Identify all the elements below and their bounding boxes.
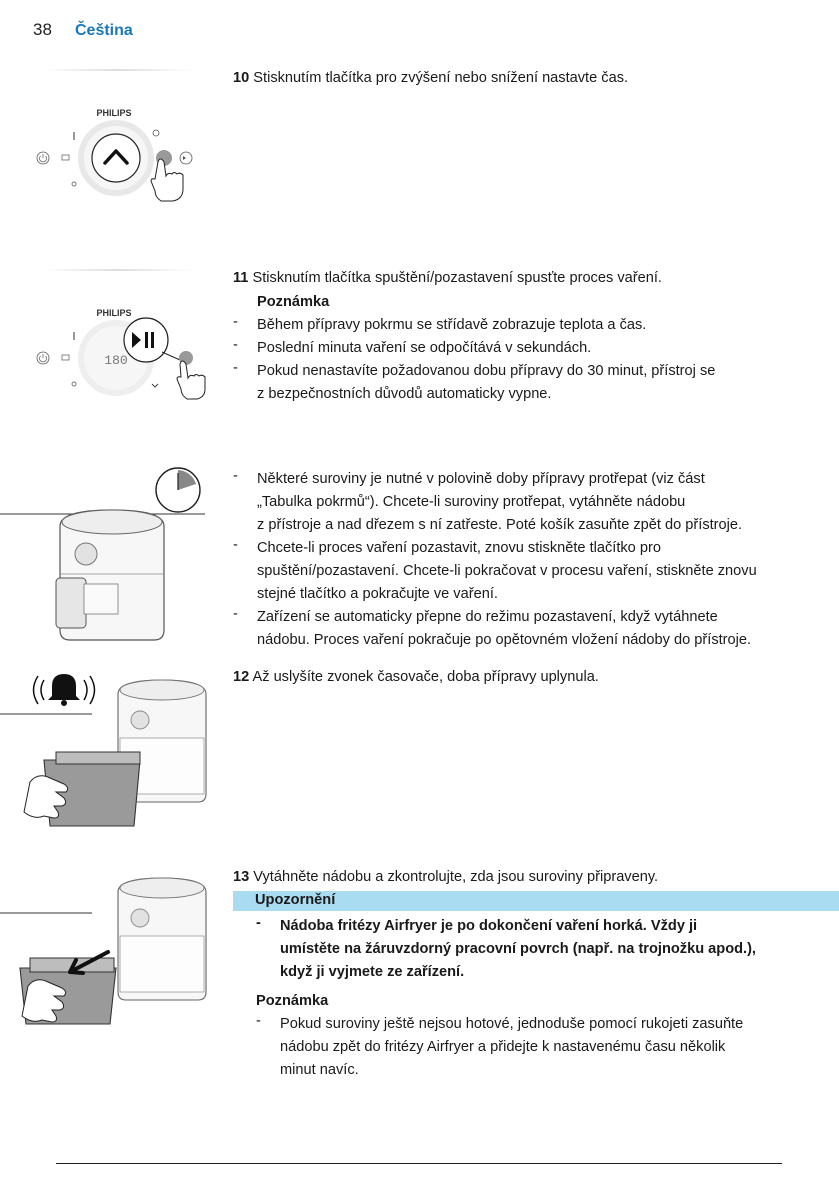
note-title: Poznámka: [257, 294, 330, 310]
step-11: 11 Stisknutím tlačítka spuštění/pozastavení spusťte proces vaření. Poznámka - Během přípravy pokrmu se střídavě zobrazuje teplota a čas. - Poslední minuta vaření se odpočítává v sekundách. - Pokud nenastavíte požadovanou dobu přípravy do 30 minut, přístroj se z bezpečnostních důvodů automaticky vypne.: [233, 267, 823, 406]
illustration-bell-basket: [0, 672, 215, 837]
basket-icon: [62, 355, 69, 360]
step-10: 10 Stisknutím tlačítka pro zvýšení nebo snížení nastavte čas.: [233, 70, 629, 86]
list-item: - Některé suroviny je nutné v polovině doby přípravy protřepat (viz část „Tabulka pokrmů“). Chcete-li suroviny protřepat, vytáhněte nádobu z přístroje a nad dřezem s ní zatřeste. Poté košík zasuňte zpět do přístroje.: [233, 468, 743, 533]
brand-logo: PHILIPS: [96, 308, 132, 318]
control-dial: [75, 543, 97, 565]
step-13-details: [256, 915, 826, 1082]
illustration-control-panel-play: [28, 262, 208, 402]
dial: [92, 134, 140, 182]
list-item: - Pokud suroviny ještě nejsou hotové, jednoduše pomocí rukojeti zasuňte nádobu zpět do fritézy Airfryer a přidejte k nastavenému času několik minut navíc.: [256, 1013, 744, 1078]
warning-item: - Nádoba fritézy Airfryer je po dokončení vaření horká. Vždy ji umístěte na žáruvzdorný pracovní povrch (např. na trojnožku apod.), když ji vyjmete ze zařízení.: [256, 915, 756, 980]
tips-list: [233, 468, 823, 652]
list-item: - Poslední minuta vaření se odpočítává v sekundách.: [233, 337, 592, 356]
list-item: - Chcete-li proces vaření pozastavit, znovu stiskněte tlačítko pro spuštění/pozastavení. Chcete-li pokračovat v procesu vaření, stiskněte znovu stejné tlačítko a pokračujte ve vaření.: [233, 537, 757, 602]
warning-title: Upozornění: [255, 892, 336, 908]
light-icon: [72, 382, 76, 386]
temperature-display: 180: [104, 353, 128, 368]
list-item: - Během přípravy pokrmu se střídavě zobrazuje teplota a čas.: [233, 314, 647, 333]
illustration-pull-basket: [0, 868, 215, 1038]
basket-handle: [56, 578, 86, 628]
illustration-airfryer-clock: [0, 466, 215, 651]
note-title: Poznámka: [256, 993, 329, 1009]
hand-icon: [177, 361, 205, 399]
bell-icon: [34, 674, 95, 706]
basket-icon: [62, 155, 69, 160]
warning-banner: [233, 891, 839, 911]
footer-rule: [56, 1163, 782, 1164]
brand-logo: PHILIPS: [96, 108, 132, 118]
step-12: 12 Až uslyšíte zvonek časovače, doba přípravy uplynula.: [233, 669, 599, 685]
timer-icon: [153, 130, 159, 136]
step-13: 13 Vytáhněte nádobu a zkontrolujte, zda jsou suroviny připraveny.: [233, 869, 659, 885]
list-item: - Zařízení se automaticky přepne do režimu pozastavení, když vytáhnete nádobu. Proces vaření pokračuje po opětovném vložení nádoby do přístroje.: [233, 606, 752, 648]
list-item: - Pokud nenastavíte požadovanou dobu přípravy do 30 minut, přístroj se z bezpečnostních důvodů automaticky vypne.: [233, 360, 716, 402]
down-arrow-icon: [152, 384, 158, 387]
illustration-control-panel-up: [28, 62, 208, 202]
light-icon: [72, 182, 76, 186]
language-title: Čeština: [75, 22, 133, 39]
page-number: 38: [33, 20, 52, 39]
